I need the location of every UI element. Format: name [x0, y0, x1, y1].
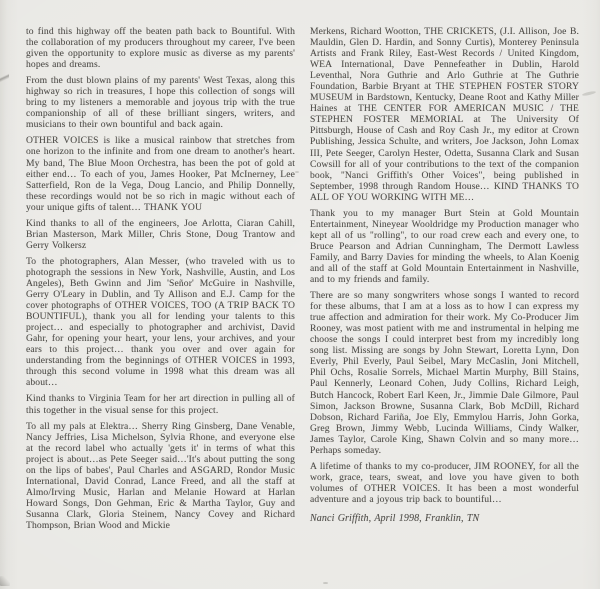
left-column: [26, 26, 295, 589]
paragraph-management-crew-thanks: Thank you to my manager Burt Stein at Gold Mountain Entertainment, Nineyear Wooldridge my Production manager who kept all of us "rolling", to our road crew each and every one, to Bruce Pearson and Adrian Cunningham, The Dermott Lawless Family, and Barry Davies for minding the wheels, to Alan Koenig and all of the staff at Gold Mountain Entertainment in Nashville, and to my friends and family.: [310, 207, 579, 286]
paragraph-jim-rooney-thanks: A lifetime of thanks to my co-producer, JIM ROONEY, for all the work, grace, tears, sweat, and love you have given to both volumes of OTHER VOICES. It has been a most wonderful adventure and a joyous trip back to bountiful…: [310, 460, 579, 505]
right-column: [310, 26, 579, 589]
scan-corner-mark: [0, 576, 10, 586]
signature-line: Nanci Griffith, April 1998, Franklin, TN: [310, 512, 480, 524]
paragraph-art-direction-thanks: Kind thanks to Virginia Team for her art direction in pulling all of this together in the visual sense for this project.: [26, 393, 295, 416]
paragraph-missing-songwriters: There are so many songwriters whose songs I wanted to record for these albums, that I am at a loss as to how I can express my true affection and admiration for their work. My Co-Producer Jim Rooney, was most patient with me and instrumental in helping me choose the songs I could interpret best from my incredibly long song list. Missing are songs by John Stewart, Loretta Lynn, Don Everly, Phil Everly, Paul Seibel, Mary McCaslin, Joni Mitchell, Phil Ochs, Rosalie Sorrels, Michael Martin Murphy, Bill Stains, Paul Kennerly, Leonard Cohen, Judy Collins, Richard Leigh, Butch Hancock, Robert Earl Keen, Jr., Jimmie Dale Gilmore, Paul Simon, Jackson Browne, Susanna Clark, Bob McDill, Richard Dobson, Richard Fariña, Joe Ely, Emmylou Harris, John Gorka, Greg Brown, Jimmy Webb, Lucinda Williams, Cindy Walker, James Taylor, Carole King, Shawn Colvin and so many more… Perhaps someday.: [310, 290, 579, 456]
scan-speck: [582, 91, 596, 97]
paragraph-elektra-label-thanks: To all my pals at Elektra… Sherry Ring Ginsberg, Dane Venable, Nancy Jeffries, Lisa Michelson, Sylvia Rhone, and everyone else at the record label who actually 'gets it' in terms of what this project is about…as Pete Seeger said…'It's about putting the song on the lips of babes', Paul Charles and ASGARD, Rondor Music International, David Conrad, Lance Freed, and all the staff at Almo/Irving Music, Harlan and Melanie Howard at Harlan Howard Songs, Don Gehman, Eric & Martha Taylor, Guy and Susanna Clark, Gloria Steinem, Nancy Covey and Richard Thompson, Brian Wood and Mickie: [26, 420, 295, 531]
scan-edge-mark: [0, 68, 9, 88]
paragraph-other-voices-band-thanks: OTHER VOICES is like a musical rainbow that stretches from one horizon to the infinite and from one dream to another's heart. My band, The Blue Moon Orchestra, has been the pot of gold at either end… To each of you, James Hooker, Pat McInerney, Lee Satterfield, Ron de la Vega, Doug Lancio, and Philip Donnelly, these recordings would not be so rich in magic without each of your unique gifts of talent… THANK YOU: [26, 135, 295, 213]
paragraph-continuation-bountiful: to find this highway off the beaten path back to Bountiful. With the collaboration of my producers throughout my career, I've been given the opportunity to explore music as diverse as my parents' hopes and dreams.: [26, 26, 295, 71]
paragraph-photographers-thanks: To the photographers, Alan Messer, (who traveled with us to photograph the sessions in New York, Nashville, Austin, and Los Angeles), Beth Gwinn and Jim 'Señor' McGuire in Nashville, Gerry O'Leary in Dublin, and Ty Allison and E.J. Camp for the cover photographs of OTHER VOICES, TOO (A TRIP BACK TO BOUNTIFUL), thank you all for lending your talents to this project… and especially to photographer and archivist, David Gahr, for opening your heart, your lens, your archives, and your ears to this project… thank you over and over again for understanding from the beginnings of OTHER VOICES in 1993, through this second volume in 1998 what this dream was all about…: [26, 255, 295, 389]
paragraph-dust-blown-plains: From the dust blown plains of my parents' West Texas, along this highway so rich in treasures, I hope this collection of songs will bring to my listeners a memorable and joyous trip with the true companionship of all of these brilliant singers, writers, and musicians to their own bountiful and back again.: [26, 75, 295, 131]
two-column-text-block: [26, 26, 580, 589]
paragraph-industry-thanks-continuation: Merkens, Richard Wootton, THE CRICKETS, (J.I. Allison, Joe B. Mauldin, Glen D. Hardin, and Sonny Curtis), Monterey Peninsula Artists and Frank Riley, East-West Records / United Kingdom, WEA International, Dave Pennefeather in Dublin, Harold Leventhal, Nora Guthrie and Arlo Guthrie at The Guthrie Foundation, Barbie Bryant at THE STEPHEN FOSTER STORY MUSEUM in Bardstown, Kentucky, Deane Root and Kathy Miller Haines at THE CENTER FOR AMERICAN MUSIC / THE STEPHEN FOSTER MEMORIAL at The University Of Pittsburgh, House of Cash and Roy Cash Jr., my editor at Crown Publishing, Jessica Schulte, and writers, Joe Jackson, John Lomax III, Pete Seeger, Carolyn Hester, Odetta, Susanna Clark and Susan Cowsill for all of your contributions to the text of the companion book, "Nanci Griffith's Other Voices", being published in September, 1998 through Random House… KIND THANKS TO ALL OF YOU WORKING WITH ME…: [310, 26, 579, 203]
paragraph-engineers-thanks: Kind thanks to all of the engineers, Joe Arlotta, Ciaran Cahill, Brian Masterson, Mark Miller, Chris Stone, Doug Trantow and Gerry Volkersz: [26, 217, 295, 251]
